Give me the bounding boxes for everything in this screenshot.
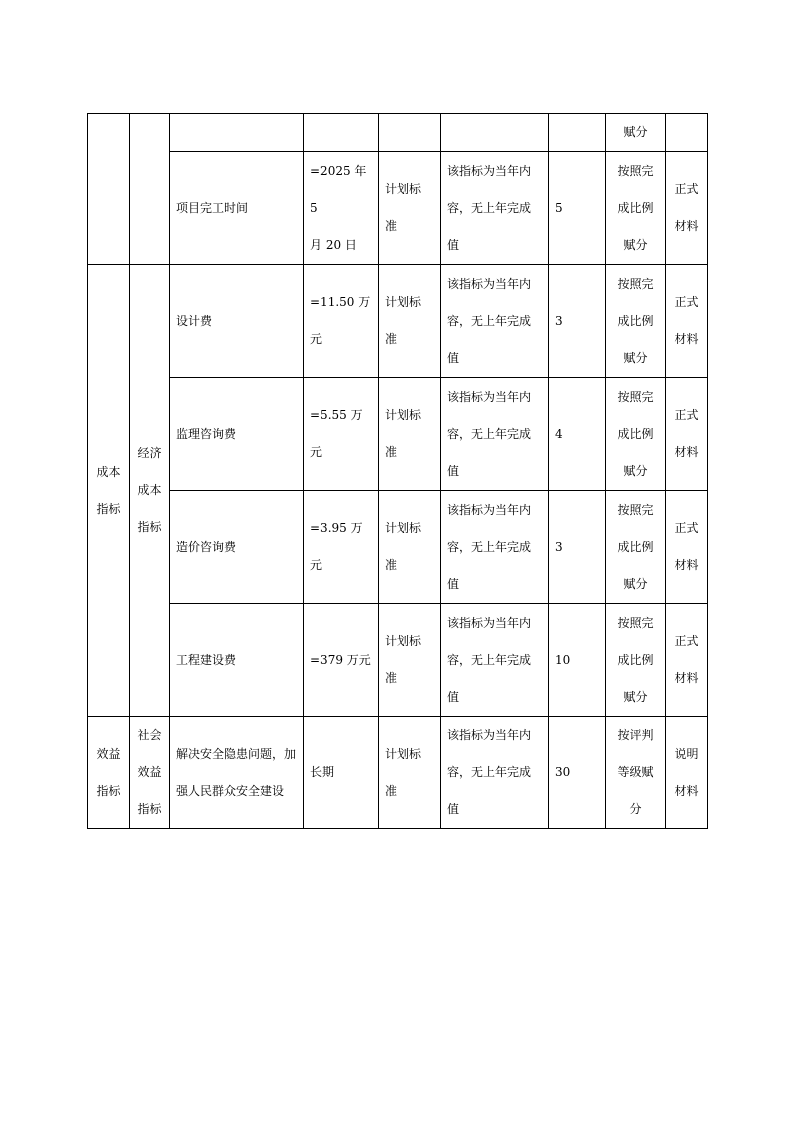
method-text: 赋分 — [623, 125, 648, 139]
type-cell — [379, 114, 441, 152]
method-line: 赋分 — [623, 350, 648, 365]
table-row — [88, 378, 708, 491]
value-cell — [304, 491, 379, 604]
desc-line: 容，无上年完成值 — [447, 313, 532, 365]
desc-line: 容，无上年完成值 — [447, 200, 532, 252]
method-cell — [606, 114, 666, 152]
name-cell — [170, 491, 304, 604]
method-line: 按照完 — [617, 276, 654, 291]
name-cell — [170, 114, 304, 152]
score-cell — [549, 265, 606, 378]
desc-cell — [441, 604, 549, 717]
method-line: 成比例 — [617, 539, 654, 554]
table-row — [88, 604, 708, 717]
method-cell — [606, 717, 666, 829]
name-cell — [170, 152, 304, 265]
table-row — [88, 152, 708, 265]
basis-line: 说明 — [674, 746, 699, 761]
level1-line: 效益 — [96, 746, 121, 761]
desc-line: 该指标为当年内 — [447, 615, 532, 630]
name-cell — [170, 604, 304, 717]
value-line: =5.55 万元 — [310, 408, 363, 459]
basis-line: 正式 — [674, 182, 699, 196]
value-line: =379 万元 — [310, 652, 371, 667]
method-cell — [606, 491, 666, 604]
desc-cell — [441, 152, 549, 265]
type-cell — [379, 152, 441, 265]
level1-line: 指标 — [96, 501, 121, 516]
desc-line: 容，无上年完成值 — [447, 426, 532, 478]
value-line: =11.50 万 — [310, 295, 371, 309]
indicator-name: 工程建设费 — [176, 652, 237, 667]
basis-cell — [666, 152, 708, 265]
basis-line: 材料 — [674, 783, 699, 798]
desc-cell — [441, 114, 549, 152]
method-line: 等级赋 — [617, 765, 654, 779]
type-cell — [379, 717, 441, 829]
basis-cell — [666, 378, 708, 491]
value-line: 月 20 日 — [310, 237, 357, 252]
type-line: 准 — [385, 219, 398, 233]
value-line: 元 — [310, 332, 323, 346]
desc-cell — [441, 491, 549, 604]
type-line: 计划标 — [385, 182, 422, 196]
score-cell — [549, 604, 606, 717]
score-value: 5 — [555, 200, 563, 215]
type-line: 准 — [385, 671, 398, 685]
score-value: 4 — [555, 426, 563, 441]
type-line: 计划标 — [385, 746, 422, 761]
method-line: 按照完 — [617, 615, 654, 630]
level2-line: 效益 — [137, 765, 162, 779]
type-line: 计划标 — [385, 521, 422, 535]
value-line: =3.95 万元 — [310, 521, 363, 572]
name-cell — [170, 717, 304, 829]
basis-line: 正式 — [674, 408, 699, 422]
level2-line: 成本 — [137, 483, 162, 497]
method-line: 按评判 — [617, 728, 654, 742]
basis-line: 材料 — [674, 219, 699, 233]
desc-line: 容，无上年完成值 — [447, 539, 532, 591]
basis-line: 材料 — [674, 445, 699, 459]
method-line: 赋分 — [623, 689, 648, 704]
score-value: 30 — [555, 765, 571, 779]
method-line: 按照完 — [617, 389, 654, 404]
basis-cell — [666, 491, 708, 604]
indicator-name: 设计费 — [176, 313, 213, 328]
level2-cell-prev — [130, 114, 170, 265]
method-cell — [606, 265, 666, 378]
basis-cell — [666, 114, 708, 152]
value-line: 长期 — [310, 765, 335, 779]
basis-line: 正式 — [674, 295, 699, 309]
table-row — [88, 717, 708, 829]
method-line: 成比例 — [617, 652, 654, 667]
indicator-name-line: 强人民群众安全建设 — [176, 783, 285, 798]
desc-cell — [441, 265, 549, 378]
score-cell — [549, 152, 606, 265]
table-row — [88, 265, 708, 378]
value-cell — [304, 378, 379, 491]
score-cell — [549, 717, 606, 829]
type-line: 计划标 — [385, 295, 422, 309]
type-line: 计划标 — [385, 408, 422, 422]
basis-line: 材料 — [674, 332, 699, 346]
desc-line: 该指标为当年内 — [447, 502, 532, 517]
value-cell — [304, 265, 379, 378]
level2-cell-cost — [130, 265, 170, 717]
value-cell — [304, 717, 379, 829]
type-cell — [379, 604, 441, 717]
level2-line: 经济 — [137, 446, 162, 460]
method-cell — [606, 152, 666, 265]
level1-cell-prev — [88, 114, 130, 265]
method-line: 赋分 — [623, 237, 648, 252]
indicator-table — [87, 113, 708, 829]
desc-line: 该指标为当年内 — [447, 728, 532, 742]
type-line: 准 — [385, 783, 398, 798]
level1-line: 成本 — [96, 464, 121, 479]
method-line: 按照完 — [617, 163, 654, 178]
desc-line: 该指标为当年内 — [447, 163, 532, 178]
type-line: 准 — [385, 332, 398, 346]
method-line: 成比例 — [617, 200, 654, 215]
indicator-name: 监理咨询费 — [176, 426, 237, 441]
method-line: 赋分 — [623, 463, 648, 478]
value-cell — [304, 152, 379, 265]
value-cell — [304, 114, 379, 152]
desc-cell — [441, 717, 549, 829]
type-line: 准 — [385, 445, 398, 459]
name-cell — [170, 378, 304, 491]
basis-line: 正式 — [674, 634, 699, 648]
type-cell — [379, 378, 441, 491]
indicator-name-line: 解决安全隐患问题，加 — [176, 746, 297, 761]
table-row-continuation — [88, 114, 708, 152]
basis-line: 正式 — [674, 521, 699, 535]
type-line: 计划标 — [385, 634, 422, 648]
basis-cell — [666, 604, 708, 717]
score-value: 3 — [555, 539, 563, 554]
desc-line: 容，无上年完成值 — [447, 765, 532, 816]
basis-line: 材料 — [674, 671, 699, 685]
level2-line: 社会 — [137, 728, 162, 742]
basis-cell — [666, 717, 708, 829]
method-line: 赋分 — [623, 576, 648, 591]
method-line: 按照完 — [617, 502, 654, 517]
score-cell — [549, 378, 606, 491]
desc-line: 该指标为当年内 — [447, 276, 532, 291]
name-cell — [170, 265, 304, 378]
value-cell — [304, 604, 379, 717]
desc-line: 容，无上年完成值 — [447, 652, 532, 704]
method-line: 成比例 — [617, 313, 654, 328]
method-line: 成比例 — [617, 426, 654, 441]
method-line: 分 — [629, 802, 642, 816]
desc-cell — [441, 378, 549, 491]
level1-line: 指标 — [96, 783, 121, 798]
value-line: =2025 年 5 — [310, 163, 367, 215]
desc-line: 该指标为当年内 — [447, 389, 532, 404]
score-value: 10 — [555, 652, 571, 667]
level2-cell-benefit — [130, 717, 170, 829]
indicator-name: 造价咨询费 — [176, 539, 237, 554]
type-line: 准 — [385, 558, 398, 572]
indicator-name: 项目完工时间 — [176, 200, 249, 215]
table-row — [88, 491, 708, 604]
type-cell — [379, 265, 441, 378]
level2-line: 指标 — [137, 520, 162, 534]
score-cell — [549, 114, 606, 152]
score-cell — [549, 491, 606, 604]
level1-cell-benefit — [88, 717, 130, 829]
type-cell — [379, 491, 441, 604]
basis-cell — [666, 265, 708, 378]
level1-cell-cost — [88, 265, 130, 717]
level2-line: 指标 — [137, 802, 162, 816]
method-cell — [606, 378, 666, 491]
basis-line: 材料 — [674, 558, 699, 572]
method-cell — [606, 604, 666, 717]
score-value: 3 — [555, 313, 563, 328]
